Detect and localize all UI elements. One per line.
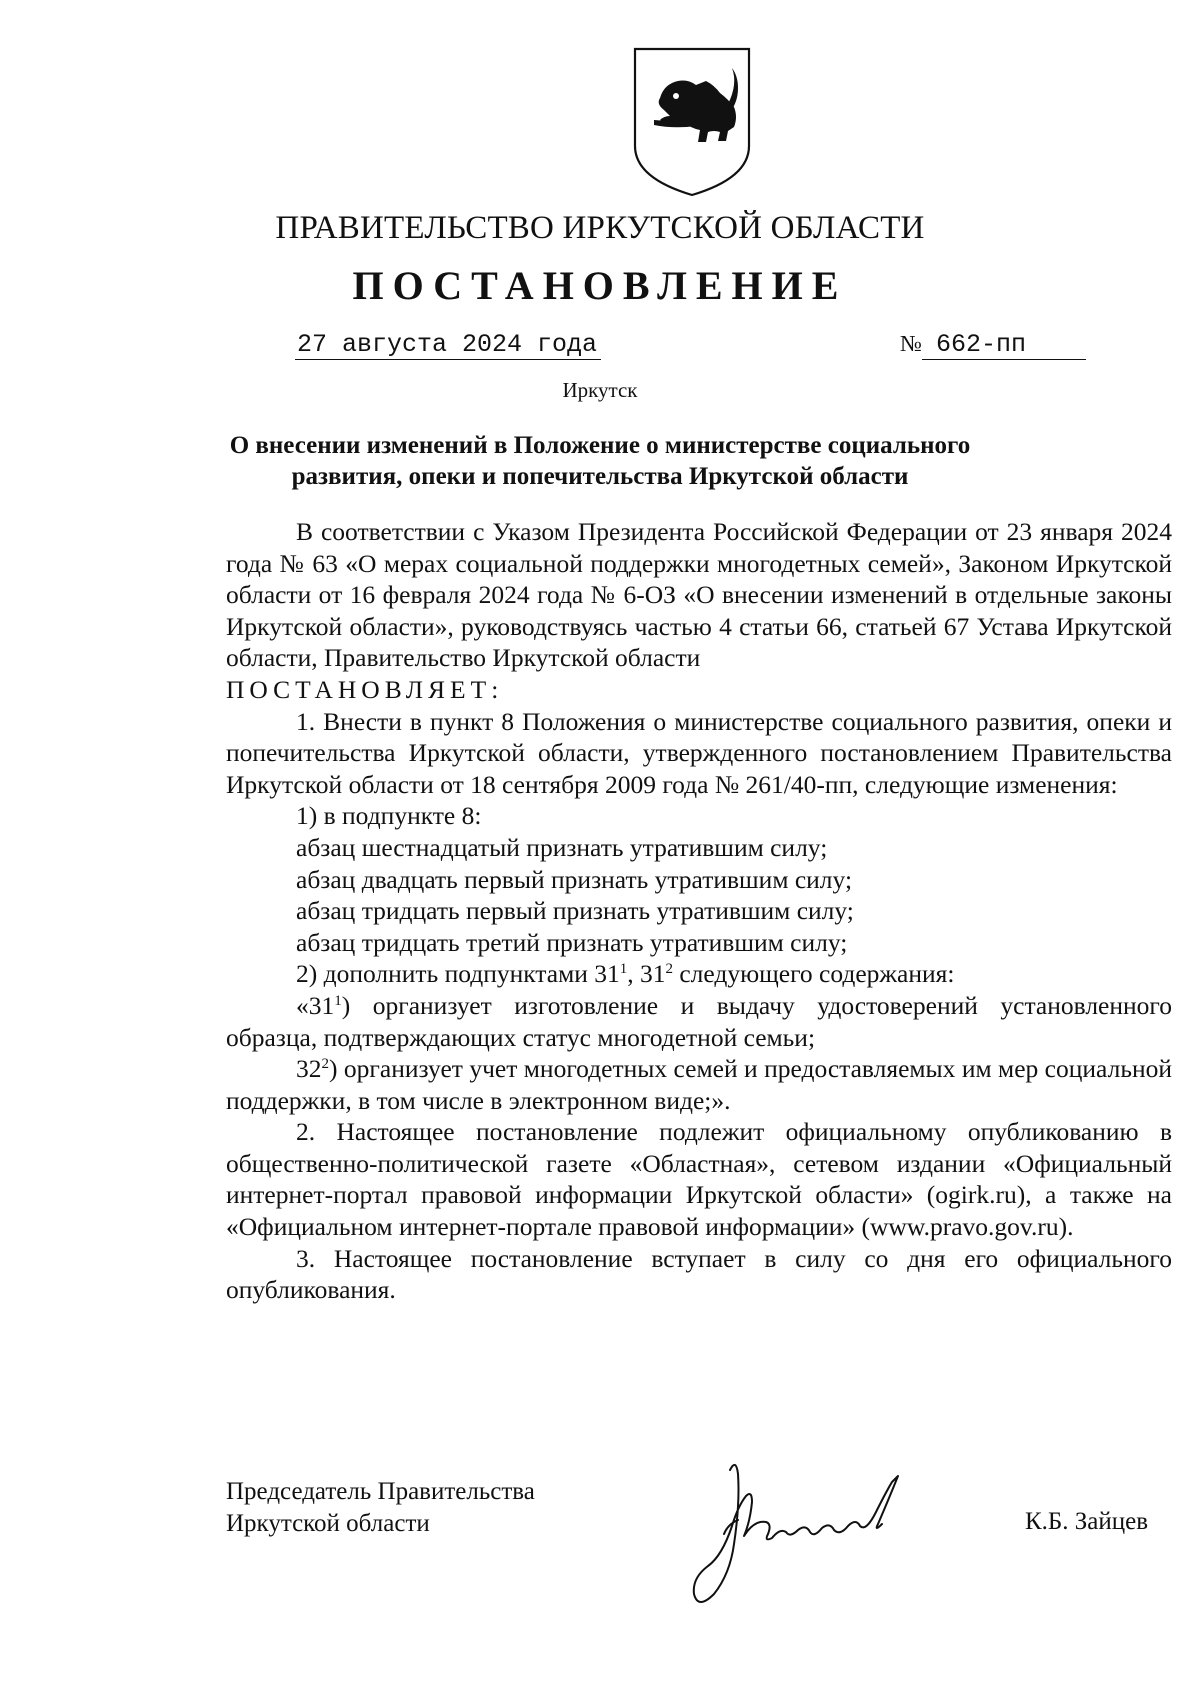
subitem-31-1-sup: 1 [334, 992, 342, 1009]
position-line-2: Иркутской области [226, 1510, 430, 1537]
item-3-paragraph: 3. Настоящее постановление вступает в силу со дня его официального опубликования. [226, 1243, 1172, 1305]
list-item-para33: абзац тридцать третий признать утратившим силу; [296, 927, 848, 957]
subitem-31-2-text-b: ) организует учет многодетных семей и предоставляемых им мер социальной поддержки, в том числе в электронном виде;». [226, 1054, 1172, 1115]
date-value: 27 августа 2024 года [295, 330, 601, 360]
item-1-2-text-a: 2) дополнить подпунктами 31 [296, 959, 620, 989]
subitem-31-1-paragraph [226, 990, 1172, 1053]
number-value: 662-пп [922, 330, 1086, 360]
list-item-para21: абзац двадцать первый признать утратившим силу; [296, 864, 853, 894]
item-1-2-text-c: следующего содержания: [672, 959, 955, 989]
number-sign: № [900, 331, 922, 356]
item-1-2-sup-2: 2 [665, 961, 673, 978]
document-date [295, 330, 601, 360]
item-1-paragraph: 1. Внести в пункт 8 Положения о министерстве социального развития, опеки и попечительства Иркутской области, утвержденного постановлением Правительства Иркутской области от 18 сентября 2009 года № 261/40-пп, следующие изменения: [226, 706, 1172, 799]
government-title: ПРАВИТЕЛЬСТВО ИРКУТСКОЙ ОБЛАСТИ [275, 210, 925, 246]
item-1-2-text-b: , 31 [627, 959, 666, 989]
document-body [226, 516, 1172, 1306]
item-1-2-sup-1: 1 [619, 961, 628, 978]
signature-icon [690, 1450, 970, 1620]
subject-line-1: О внесении изменений в Положение о министерстве социального [229, 432, 971, 459]
subitem-31-1-text-a: «31 [296, 990, 335, 1020]
document-number [900, 330, 1086, 360]
item-1-1-paragraph: 1) в подпункте 8: [296, 801, 482, 831]
subitem-31-1-text-b: ) организует изготовление и выдачу удостоверений установленного образца, подтверждающих статус многодетной семьи; [226, 990, 1172, 1052]
city-label: Иркутск [562, 378, 638, 402]
signatory-position [226, 1476, 535, 1540]
subitem-31-2-paragraph [226, 1053, 1172, 1116]
subject-line-2: развития, опеки и попечительства Иркутской области [291, 463, 909, 490]
list-item-para31: абзац тридцать первый признать утратившим силу; [296, 896, 854, 926]
signatory-name: К.Б. Зайцев [1024, 1508, 1148, 1535]
list-item-para16: абзац шестнадцатый признать утратившим силу; [296, 832, 828, 862]
subitem-31-2-sup: 2 [321, 1056, 329, 1073]
resolves-heading: ПОСТАНОВЛЯЕТ: [226, 674, 504, 704]
document-subject [220, 430, 980, 492]
document-type-heading: ПОСТАНОВЛЕНИЕ [352, 263, 848, 308]
subitem-31-2-text-a: 32 [296, 1054, 322, 1084]
preamble-paragraph: В соответствии с Указом Президента Российской Федерации от 23 января 2024 года № 63 «О мерах социальной поддержки многодетных семей», Законом Иркутской области от 16 февраля 2024 года № 6-ОЗ «О внесении изменений в отдельные законы Иркутской области», руководствуясь частью 4 статьи 66, статьей 67 Устава Иркутской области, Правительство Иркутской области [226, 517, 1172, 673]
coat-of-arms-icon [632, 46, 752, 198]
position-line-1: Председатель Правительства [226, 1478, 535, 1505]
item-1-2-paragraph [226, 958, 1172, 990]
item-2-paragraph: 2. Настоящее постановление подлежит официальному опубликованию в общественно-политической газете «Областная», сетевом издании «Официальный интернет-портал правовой информации Иркутской области» (ogirk.ru), а также на «Официальном интернет-портале правовой информации» (www.pravo.gov.ru). [226, 1117, 1172, 1242]
